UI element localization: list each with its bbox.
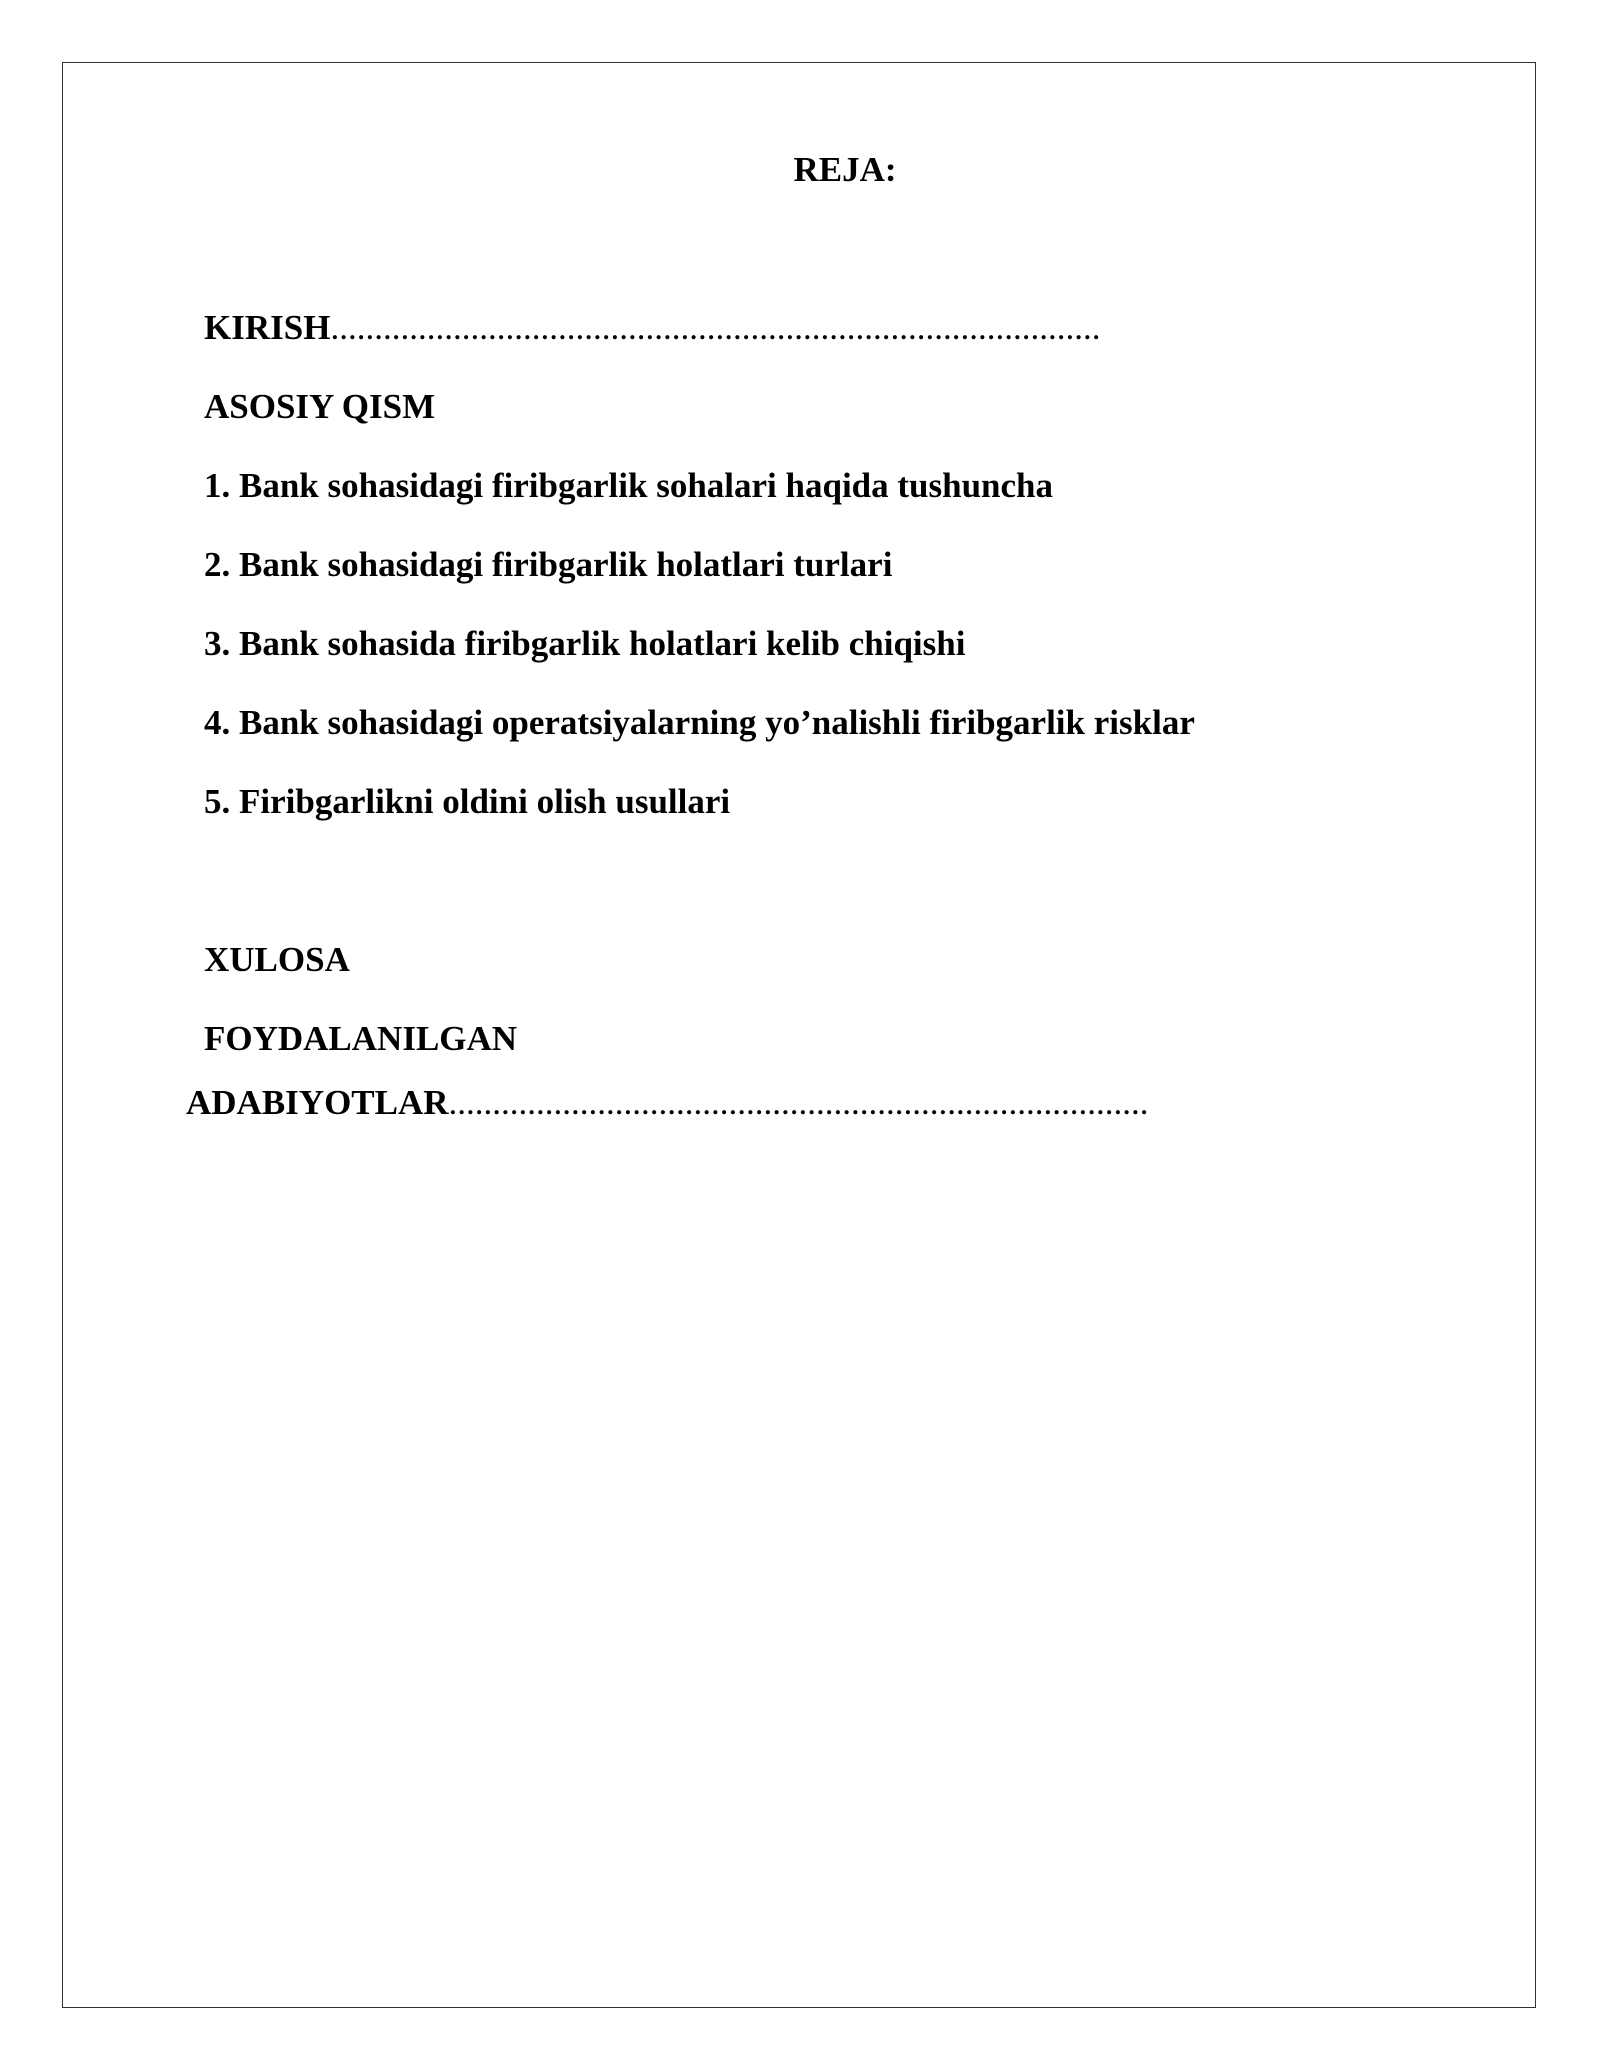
page-title: REJA: [793, 150, 897, 189]
toc-item-4: 4. Bank sohasidagi operatsiyalarning yo’nalishli firibgarlik risklar [204, 703, 1195, 742]
toc-references-dots: ................................................................................ [448, 1083, 1149, 1122]
toc-item-2: 2. Bank sohasidagi firibgarlik holatlari turlari [204, 545, 893, 584]
toc-references-line1: FOYDALANILGAN [204, 1019, 518, 1058]
toc-main-section: ASOSIY QISM [204, 387, 436, 426]
toc-item-5: 5. Firibgarlikni oldini olish usullari [204, 782, 731, 821]
toc-conclusion: XULOSA [204, 940, 350, 979]
toc-intro-dots: ........................................................................................ [330, 308, 1101, 347]
toc-item-3: 3. Bank sohasida firibgarlik holatlari kelib chiqishi [204, 624, 966, 663]
toc-intro-label: KIRISH [204, 308, 331, 347]
toc-references-label: ADABIYOTLAR [186, 1083, 449, 1122]
toc-intro [204, 304, 1100, 352]
toc-references-line2 [186, 1079, 1149, 1127]
toc-item-1: 1. Bank sohasidagi firibgarlik sohalari haqida tushuncha [204, 466, 1054, 505]
